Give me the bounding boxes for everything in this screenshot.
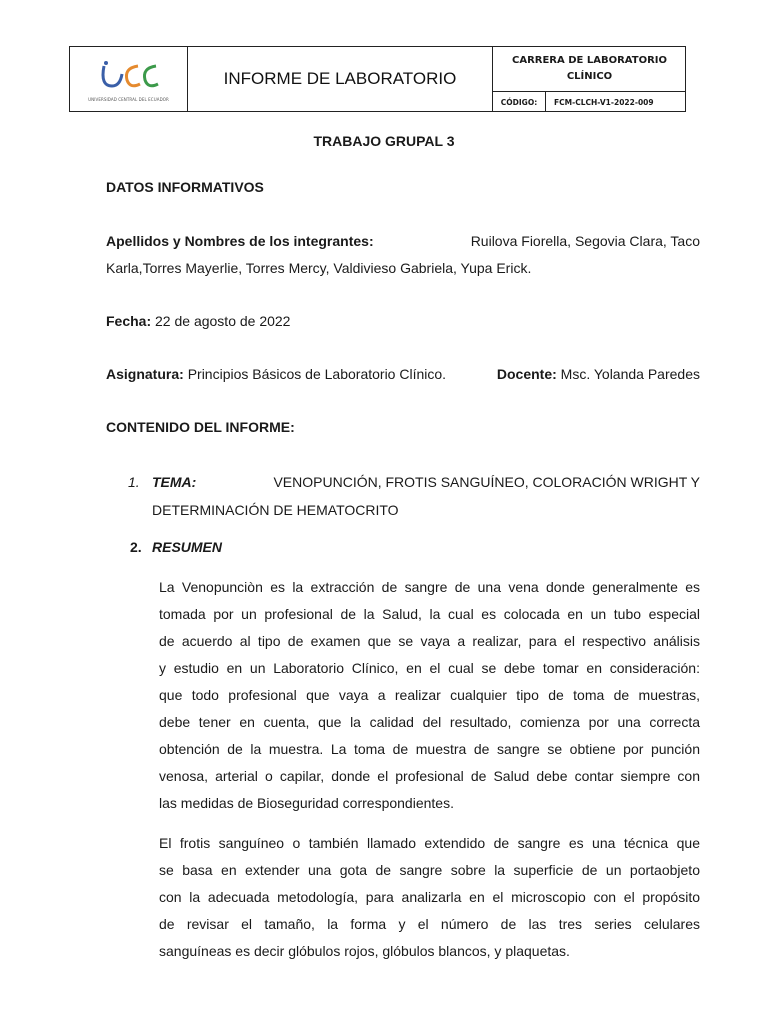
datos-heading: DATOS INFORMATIVOS: [106, 179, 264, 195]
document-subtitle: TRABAJO GRUPAL 3: [313, 133, 455, 149]
p1-line: tomada por un profesional de la Salud, la cual es colocada en un tubo especial: [159, 606, 700, 622]
asignatura-label: Asignatura:: [106, 366, 184, 382]
docente-label: Docente:: [496, 366, 557, 382]
p1-line: y estudio en un Laboratorio Clínico, en el cual se debe tomar en consideración:: [159, 660, 700, 676]
p1-line-last: las medidas de Bioseguridad correspondientes.: [159, 795, 454, 811]
integrantes-names-1: Ruilova Fiorella, Segovia Clara, Taco: [470, 233, 700, 249]
header-meta: [493, 47, 686, 111]
item-1-text-1: VENOPUNCIÓN, FROTIS SANGUÍNEO, COLORACIÓN WRIGHT Y: [273, 474, 700, 490]
p1-line: venosa, arterial o capilar, donde el profesional de Salud debe contar siempre con: [159, 768, 700, 784]
p2-line: con la adecuada metodología, para analizarla en el microscopio con el propósito: [159, 889, 700, 905]
integrantes-line-1: [106, 233, 700, 249]
p2-line: de revisar el tamaño, la forma y el número de las tres series celulares: [159, 916, 700, 932]
item-1-number: 1.: [128, 474, 140, 490]
code-row: [493, 92, 686, 112]
item-2-label: RESUMEN: [152, 539, 223, 555]
university-logo: [70, 47, 188, 111]
career-line-2: CLÍNICO: [566, 71, 613, 82]
contenido-heading: CONTENIDO DEL INFORME:: [106, 419, 295, 435]
p1-line: que todo profesional que vaya a realizar cualquier tipo de toma de muestras,: [159, 687, 700, 703]
fecha-label: Fecha:: [106, 313, 152, 329]
code-value: FCM-CLCH-V1-2022-009: [554, 97, 654, 107]
document-header: [69, 46, 686, 112]
fecha-row: [106, 313, 290, 329]
logo-subtext: UNIVERSIDAD CENTRAL DEL ECUADOR: [88, 97, 169, 102]
resumen-paragraph-2: [159, 830, 700, 965]
resumen-paragraph-1: [159, 574, 700, 817]
p2-line: El frotis sanguíneo o también llamado extendido de sangre es una técnica que: [159, 835, 700, 851]
career-name: [493, 47, 686, 92]
item-2-number: 2.: [130, 539, 142, 555]
integrantes-label: Apellidos y Nombres de los integrantes:: [106, 233, 374, 249]
career-line-1: CARRERA DE LABORATORIO: [512, 55, 667, 66]
docente-value: Msc. Yolanda Paredes: [560, 366, 700, 382]
item-1-label: TEMA:: [152, 474, 197, 490]
p1-line: de acuerdo al tipo de examen que se vaya a realizar, para el respectivo análisis: [159, 633, 700, 649]
fecha-value: 22 de agosto de 2022: [155, 313, 291, 329]
code-label: CÓDIGO:: [493, 92, 546, 112]
ucc-logo-icon: [94, 56, 164, 96]
p2-line: se basa en extender una gota de sangre sobre la superficie de un portaobjeto: [159, 862, 700, 878]
report-title: INFORME DE LABORATORIO: [188, 47, 493, 111]
integrantes-names-2: Karla,Torres Mayerlie, Torres Mercy, Valdivieso Gabriela, Yupa Erick.: [106, 260, 532, 276]
p1-line: obtención de la muestra. La toma de muestra de sangre se obtiene por punción: [159, 741, 700, 757]
p1-line: La Venopunciòn es la extracción de sangre de una vena donde generalmente es: [159, 579, 700, 595]
asignatura-value: Principios Básicos de Laboratorio Clínico.: [187, 366, 447, 382]
p2-line-last: sanguíneas es decir glóbulos rojos, glóbulos blancos, y plaquetas.: [159, 943, 570, 959]
asignatura-row: [106, 366, 700, 382]
p1-line: debe tener en cuenta, que la calidad del resultado, comienza por una correcta: [159, 714, 700, 730]
item-1-text-2: DETERMINACIÓN DE HEMATOCRITO: [152, 502, 399, 518]
item-1-line-1: [152, 474, 700, 490]
